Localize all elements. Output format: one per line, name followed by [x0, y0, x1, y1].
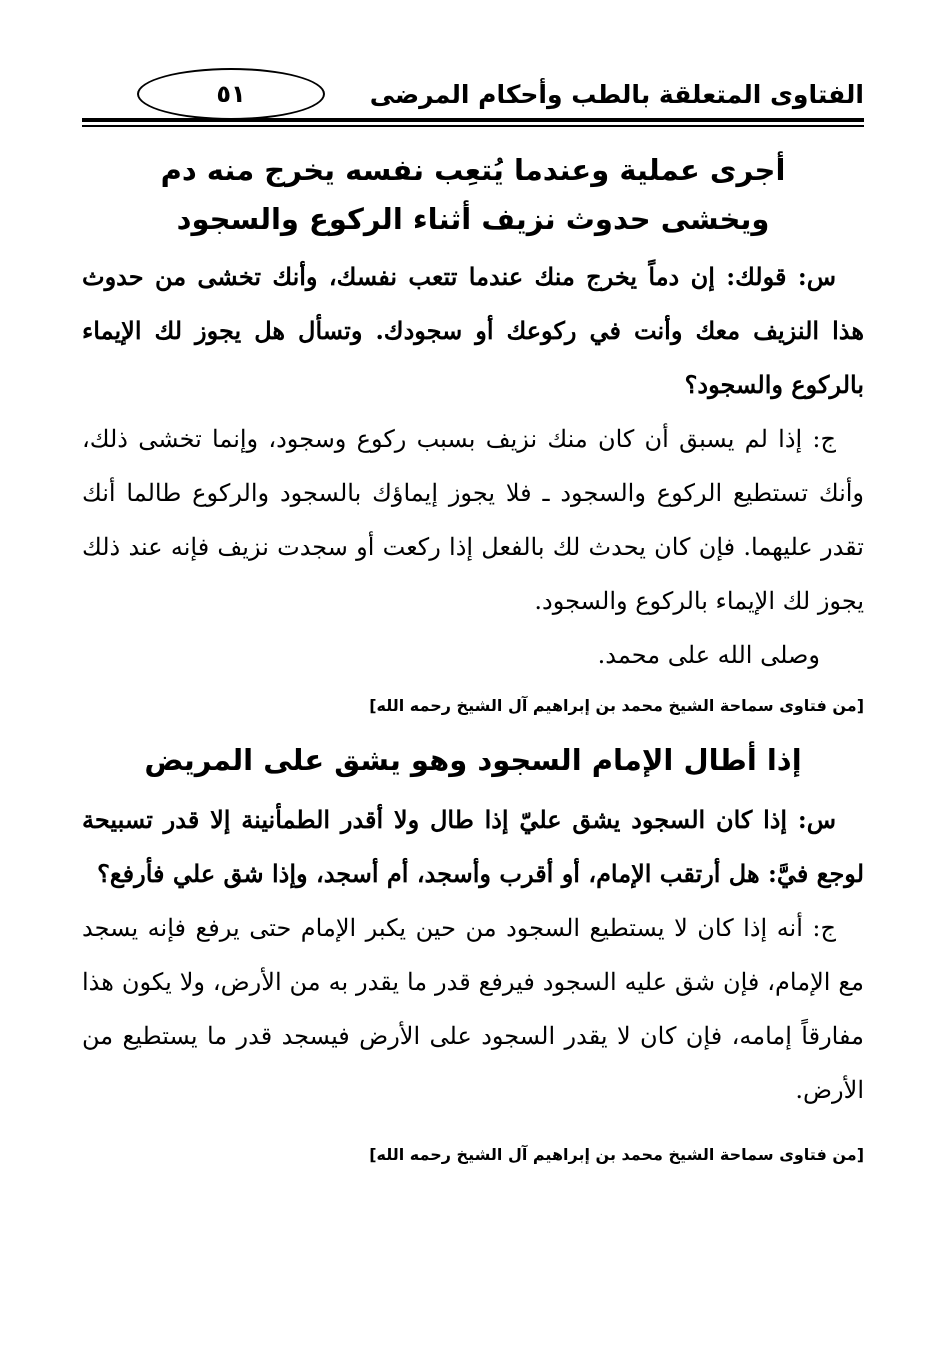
section-1-heading	[82, 146, 864, 244]
section-2-heading: إذا أطال الإمام السجود وهو يشق على المريض	[144, 743, 802, 777]
page-number: ٥١	[137, 68, 325, 120]
section-2-answer: ج: أنه إذا كان لا يستطيع السجود من حين يكبر الإمام حتى يرفع فإنه يسجد مع الإمام، فإن شق عليه السجود فيرفع قدر ما يقدر به من الأرض، ولا يكون هذا مفارقاً إمامه، فإن كان لا يقدر السجود على الأرض فيسجد قدر ما يستطيع من الأرض.	[82, 914, 864, 1104]
page-content	[82, 140, 864, 1169]
header-rule-thin	[82, 125, 864, 127]
fatwa-section-1	[82, 146, 864, 720]
header-rule-thick	[82, 118, 864, 122]
section-1-answer: ج: إذا لم يسبق أن كان منك نزيف بسبب ركوع وسجود، وإنما تخشى ذلك، وأنك تستطيع الركوع والسجود ـ فلا يجوز إيماؤك بالسجود والركوع طالما أنك تقدر عليهما. فإن كان يحدث لك بالفعل إذا ركعت أو سجدت نزيف فإنه عند ذلك يجوز لك الإيماء بالركوع والسجود.	[82, 425, 865, 615]
fatwa-section-2	[82, 736, 864, 1169]
section-1-source: [من فتاوى سماحة الشيخ محمد بن إبراهيم آل الشيخ رحمه الله]	[369, 696, 864, 715]
running-title: الفتاوى المتعلقة بالطب وأحكام المرضى	[369, 80, 864, 109]
section-1-heading-line1: أجرى عملية وعندما يُتعِب نفسه يخرج منه دم	[160, 153, 786, 187]
section-1-closing: وصلى الله على محمد.	[597, 641, 820, 669]
section-2-question: س: إذا كان السجود يشق عليّ إذا طال ولا أقدر الطمأنينة إلا قدر تسبيحة لوجع فيَّ: هل أرتقب الإمام، أو أقرب وأسجد، أم أسجد، وإذا شق علي فأرفع؟	[82, 805, 864, 888]
section-1-heading-line2: ويخشى حدوث نزيف أثناء الركوع والسجود	[176, 202, 770, 236]
page-header	[82, 68, 864, 118]
section-2-source: [من فتاوى سماحة الشيخ محمد بن إبراهيم آل الشيخ رحمه الله]	[369, 1145, 864, 1164]
section-1-question: س: قولك: إن دماً يخرج منك عندما تتعب نفسك، وأنك تخشى من حدوث هذا النزيف معك وأنت في ركوعك أو سجودك. وتسأل هل يجوز لك الإيماء بالركوع والسجود؟	[82, 262, 864, 399]
